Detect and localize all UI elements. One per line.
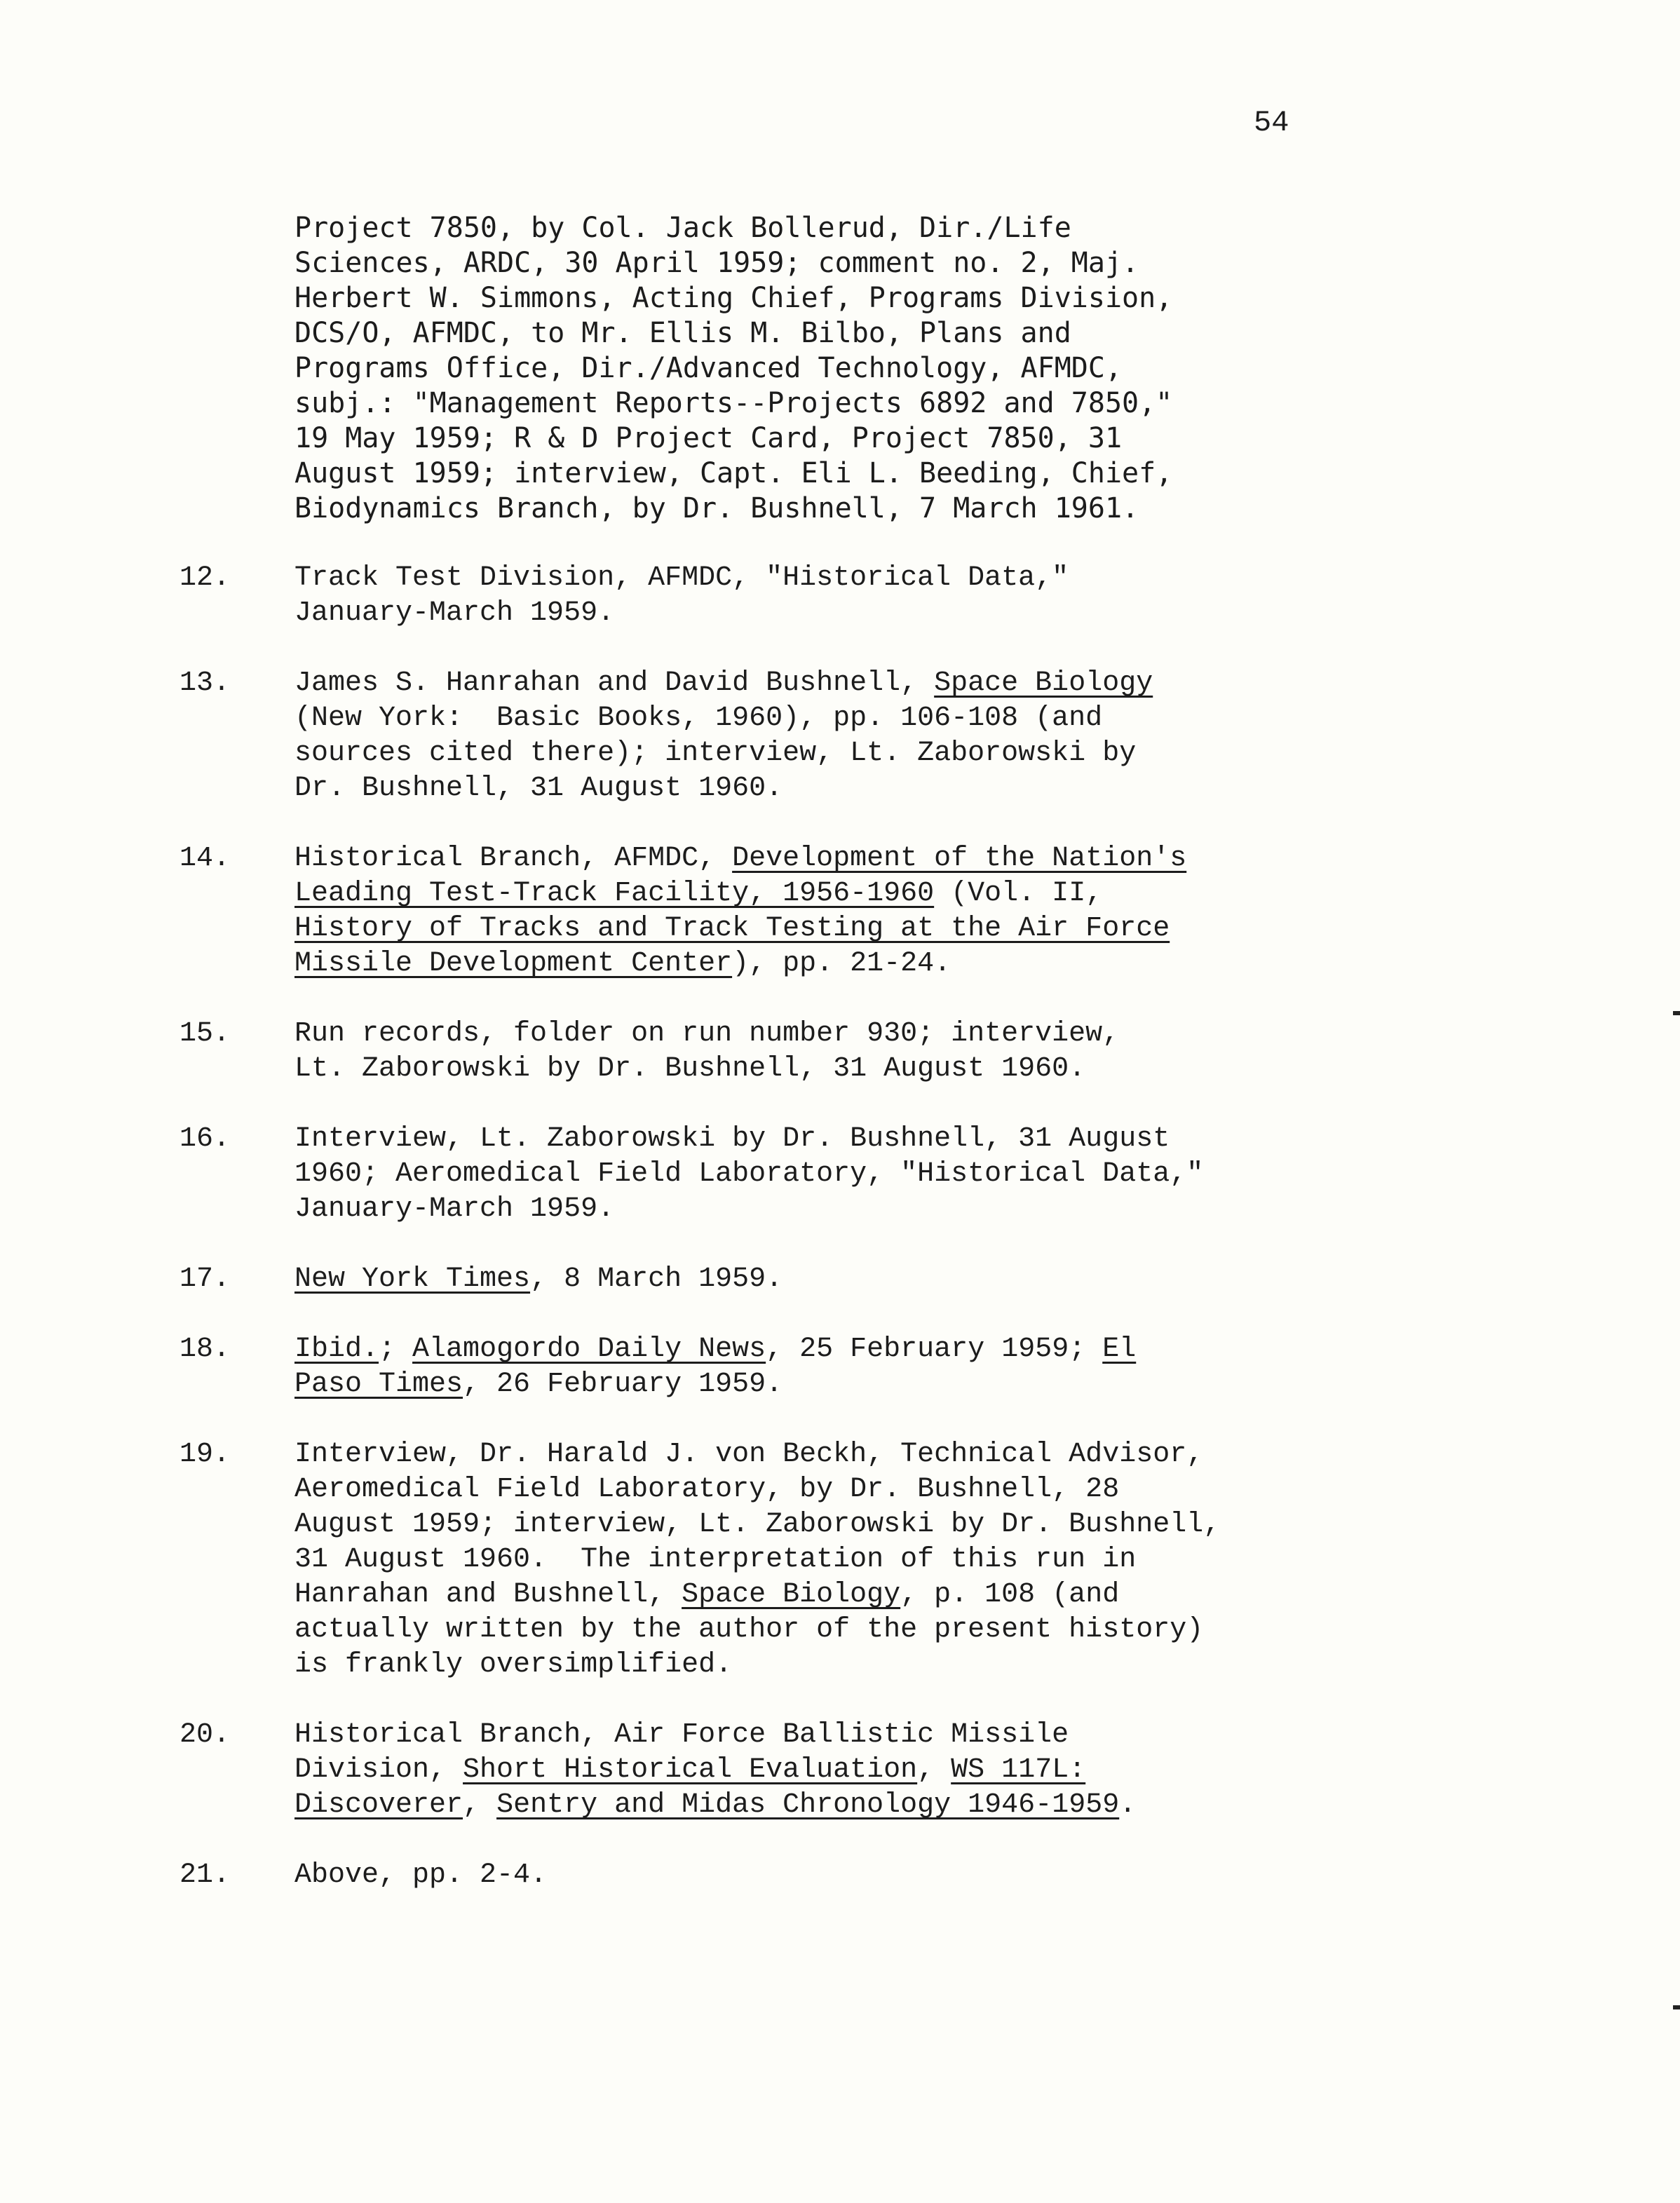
scan-edge-mark <box>1673 2005 1680 2009</box>
footnote-segment: . <box>1119 1789 1137 1821</box>
footnote-text <box>294 666 1388 806</box>
footnote-segment: , <box>917 1754 951 1786</box>
footnote-text <box>294 1858 1388 1893</box>
footnote-segment: (New York: Basic Books, 1960), pp. 106-108 (and sources cited there); interview, Lt. Zaborowski by Dr. Bushnell, 31 August 1960. <box>294 703 1137 804</box>
footnote-segment: ; <box>379 1334 413 1365</box>
footnote-segment: Interview, Dr. Harald J. von Beckh, Technical Advisor, Aeromedical Field Laboratory, by Dr. Bushnell, 28 August 1959; interview, Lt. Zaborowski by Dr. Bushnell, 31 August 1960. The interpretation of this run in Hanrahan and Bushnell, <box>294 1439 1221 1611</box>
scan-edge-mark <box>1673 1011 1680 1015</box>
footnote-segment: , 25 February 1959; <box>766 1334 1103 1365</box>
underlined-title: Space Biology <box>682 1579 901 1611</box>
footnote-segment: (Vol. II, <box>951 878 1103 909</box>
footnote-segment: Track Test Division, AFMDC, "Historical Data," January-March 1959. <box>294 562 1069 629</box>
underlined-title: El Paso Times <box>294 1334 1137 1400</box>
footnote-number: 12. <box>179 562 231 594</box>
footnote-number: 13. <box>179 667 231 699</box>
underlined-title: Sentry and Midas Chronology 1946-1959 <box>496 1789 1120 1821</box>
footnote-number: 19. <box>179 1439 231 1470</box>
footnote-segment: , p. 108 (and actually written by the author of the present history) is frankly oversimplified. <box>294 1579 1204 1681</box>
underlined-title: Short Historical Evaluation <box>463 1754 918 1786</box>
footnote-text <box>294 1122 1388 1227</box>
footnote-segment: Historical Branch, Air Force Ballistic Missile Division, <box>294 1719 1069 1786</box>
underlined-title: Development of the Nation's Leading Test-Track Facility, 1956-1960 <box>294 843 1187 909</box>
footnote-number: 15. <box>179 1018 231 1050</box>
continuation-note: Project 7850, by Col. Jack Bollerud, Dir./Life Sciences, ARDC, 30 April 1959; comment no. 2, Maj. Herbert W. Simmons, Acting Chief, Programs Division, DCS/O, AFMDC, to Mr. Ellis M. Bilbo, Plans and Programs Office, Dir./Advanced Technology, AFMDC, subj.: "Management Reports--Projects 6892 and 7850," 19 May 1959; R & D Project Card, Project 7850, 31 August 1959; interview, Capt. Eli L. Beeding, Chief, Biodynamics Branch, by Dr. Bushnell, 7 March 1961. <box>294 212 1173 524</box>
footnote-text <box>294 1718 1388 1823</box>
footnote-number: 16. <box>179 1123 231 1155</box>
footnote-segment: James S. Hanrahan and David Bushnell, <box>294 667 935 699</box>
footnote-segment: ), pp. 21-24. <box>732 948 951 980</box>
footnote-number: 14. <box>179 843 231 874</box>
footnote-text <box>294 1262 1388 1297</box>
footnote-number: 20. <box>179 1719 231 1751</box>
underlined-title: Alamogordo Daily News <box>412 1334 766 1365</box>
footnote-segment: , <box>463 1789 497 1821</box>
footnote-text <box>294 841 1388 982</box>
footnote-number: 18. <box>179 1334 231 1365</box>
footnote-segment: Run records, folder on run number 930; interview, Lt. Zaborowski by Dr. Bushnell, 31 August 1960. <box>294 1018 1120 1085</box>
footnote-text <box>294 1437 1388 1683</box>
page-number: 54 <box>1254 106 1289 140</box>
footnote-text <box>294 1332 1388 1402</box>
underlined-title: History of Tracks and Track Testing at the Air Force Missile Development Center <box>294 913 1170 980</box>
underlined-title: New York Times <box>294 1263 531 1295</box>
underlined-title: Space Biology <box>934 667 1153 699</box>
footnote-segment: Historical Branch, AFMDC, <box>294 843 733 874</box>
footnote-number: 21. <box>179 1859 231 1891</box>
footnote-segment: , 8 March 1959. <box>530 1263 783 1295</box>
footnote-segment: , 26 February 1959. <box>463 1369 783 1400</box>
footnote-segment: Interview, Lt. Zaborowski by Dr. Bushnell, 31 August 1960; Aeromedical Field Laboratory, "Historical Data," January-March 1959. <box>294 1123 1204 1225</box>
underlined-title: Ibid. <box>294 1334 379 1365</box>
footnote-number: 17. <box>179 1263 231 1295</box>
footnote-text <box>294 1017 1388 1087</box>
footnote-text <box>294 561 1388 631</box>
footnote-segment: Above, pp. 2-4. <box>294 1859 548 1891</box>
underlined-title: WS 117L: Discoverer <box>294 1754 1086 1821</box>
